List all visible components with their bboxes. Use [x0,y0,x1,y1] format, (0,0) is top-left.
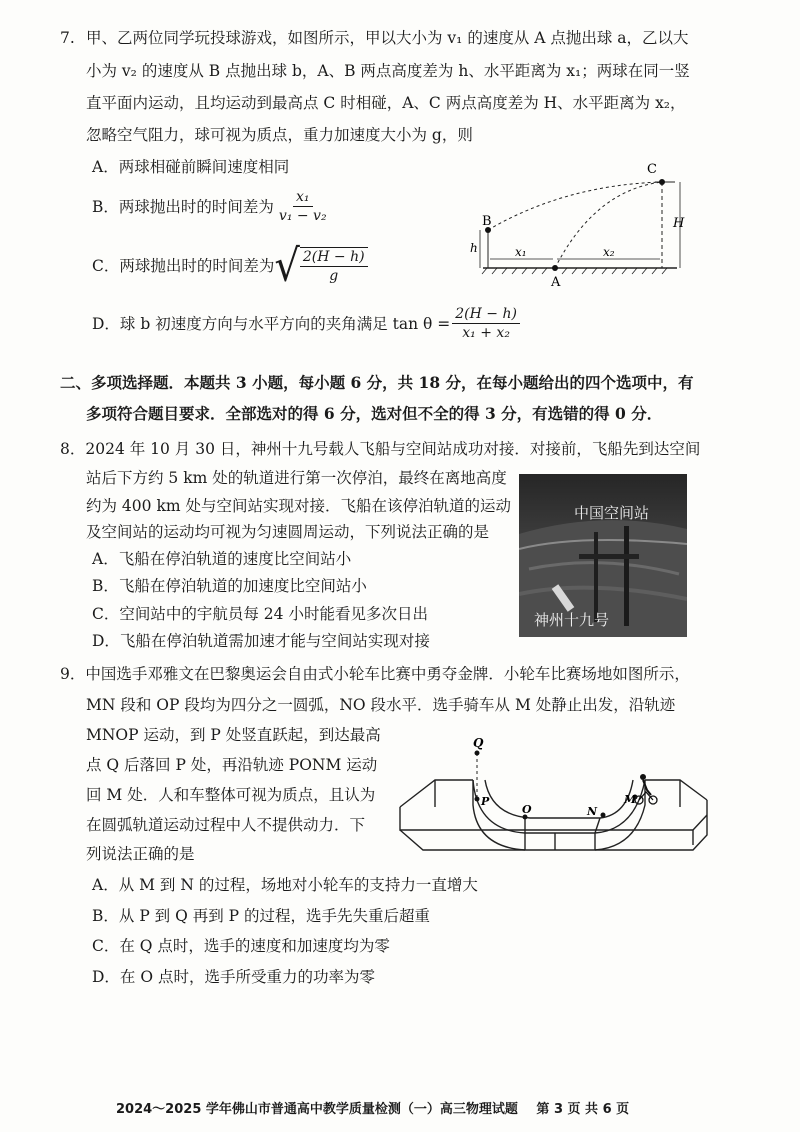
sqrt-sign-icon: √ [274,240,300,292]
q9-option-b: B．从 P 到 Q 再到 P 的过程，选手先失重后超重 [92,907,431,925]
q8-stem-line-2: 站后下方约 5 km 处的轨道进行第一次停泊，最终在离地高度 [86,469,507,487]
q7-option-c-sqrt [274,240,367,292]
q9-stem-line-7: 列说法正确的是 [86,845,195,863]
q9-stem-line-6: 在圆弧轨道运动过程中人不提供动力．下 [86,816,366,834]
q8-option-c: C．空间站中的宇航员每 24 小时能看见多次日出 [92,605,428,623]
q7-option-c [92,240,368,292]
label-c: C [647,162,657,177]
q7-option-c-denominator: g [329,268,339,284]
q9-stem-line-1: 9．中国选手邓雅文在巴黎奥运会自由式小轮车比赛中勇夺金牌．小轮车比赛场地如图所示， [60,665,690,683]
label-b: B [482,214,492,229]
q9-option-a: A．从 M 到 N 的过程，场地对小轮车的支持力一直增大 [92,876,478,894]
q9-stem-line-4: 点 Q 后落回 P 处，再沿轨迹 PONM 运动 [86,756,378,774]
trajectory-b [488,182,662,230]
q7-number: 7. [60,29,75,47]
q7-option-b-numerator: x₁ [293,188,313,207]
q8-option-b: B．飞船在停泊轨道的加速度比空间站小 [92,577,367,595]
q7-stem-line-1: 甲、乙两位同学玩投球游戏，如图所示，甲以大小为 v₁ 的速度从 A 点抛出球 a，乙以大 [86,29,689,47]
q7-option-d-numerator: 2(H − h) [452,305,520,324]
point-a [552,265,558,271]
q7-trajectory-diagram [455,155,700,290]
q7-option-a: A．两球相碰前瞬间速度相同 [92,158,290,176]
footer-title: 2024～2025 学年佛山市普通高中教学质量检测（一）高三物理试题 [116,1102,518,1117]
label-h: h [470,241,478,255]
label-a: A [551,275,561,290]
q8-stem-line-4: 及空间站的运动均可视为匀速圆周运动，下列说法正确的是 [86,523,490,541]
label-x1: x₁ [515,245,527,259]
footer-page-number: 第 3 页 共 6 页 [536,1102,630,1117]
photo-label-station: 中国空间站 [574,504,650,522]
section2-heading-line-2: 多项符合题目要求．全部选对的得 6 分，选对但不全的得 3 分，有选错的得 0 分． [86,404,663,423]
q7-option-d-fraction [452,305,520,342]
label-m: M [624,793,637,806]
q7-option-d-text: D．球 b 初速度方向与水平方向的夹角满足 tan θ = [92,314,451,333]
q9-track-diagram [395,735,715,870]
q7-option-b [92,188,332,225]
label-q: Q [473,736,484,750]
q7-option-c-numerator: 2(H − h) [300,248,368,267]
q7-option-b-text: B．两球抛出时的时间差为 [92,197,274,216]
point-q [475,751,480,756]
q9-stem-line-5: 回 M 处．人和车整体可视为质点，且认为 [86,786,376,804]
label-x2: x₂ [603,245,615,259]
q9-option-d: D．在 O 点时，选手所受重力的功率为零 [92,968,375,986]
q9-option-c: C．在 Q 点时，选手的速度和加速度均为零 [92,937,390,955]
q9-stem-line-3: MNOP 运动，到 P 处竖直跃起，到达最高 [86,726,381,744]
q9-stem-line-2: MN 段和 OP 段均为四分之一圆弧，NO 段水平．选手骑车从 M 处静止出发，沿轨迹 [86,696,676,714]
q8-option-d: D．飞船在停泊轨道需加速才能与空间站实现对接 [92,632,430,650]
point-c [659,179,665,185]
q8-stem-line-1: 8．2024 年 10 月 30 日，神州十九号载人飞船与空间站成功对接．对接前，飞船先到达空间 [60,440,701,458]
photo-label-shenzhou: 神州十九号 [534,611,610,629]
label-H: H [673,216,685,231]
q7-option-d [92,305,522,342]
q7-option-c-fraction [300,247,368,285]
point-n [601,813,606,818]
label-p: P [481,795,490,808]
q7-option-c-text: C．两球抛出时的时间差为 [92,257,275,275]
q7-stem-line-2: 小为 v₂ 的速度从 B 点抛出球 b，A、B 两点高度差为 h、水平距离为 x₁；两球在同一竖 [86,62,690,80]
q7-stem-line-3: 直平面内运动，且均运动到最高点 C 时相碰，A、C 两点高度差为 H、水平距离为 x₂， [86,94,686,112]
label-n: N [587,805,598,818]
q7-stem-line-4: 忽略空气阻力，球可视为质点，重力加速度大小为 g，则 [86,126,473,144]
space-station-photo [519,474,687,637]
page-footer [116,1098,643,1117]
q8-stem-line-3: 约为 400 km 处与空间站实现对接．飞船在该停泊轨道的运动 [86,497,511,515]
q7-option-b-denominator: v₁ − v₂ [278,208,327,224]
label-o: O [522,803,532,816]
bmx-rider-icon [635,774,657,804]
q7-option-d-denominator: x₁ + x₂ [462,325,510,341]
q8-option-a: A．飞船在停泊轨道的速度比空间站小 [92,550,352,568]
point-p [475,797,480,802]
section2-heading-line-1: 二、多项选择题．本题共 3 小题，每小题 6 分，共 18 分，在每小题给出的四个选项中，有 [60,373,694,392]
q7-option-b-fraction [276,188,330,225]
